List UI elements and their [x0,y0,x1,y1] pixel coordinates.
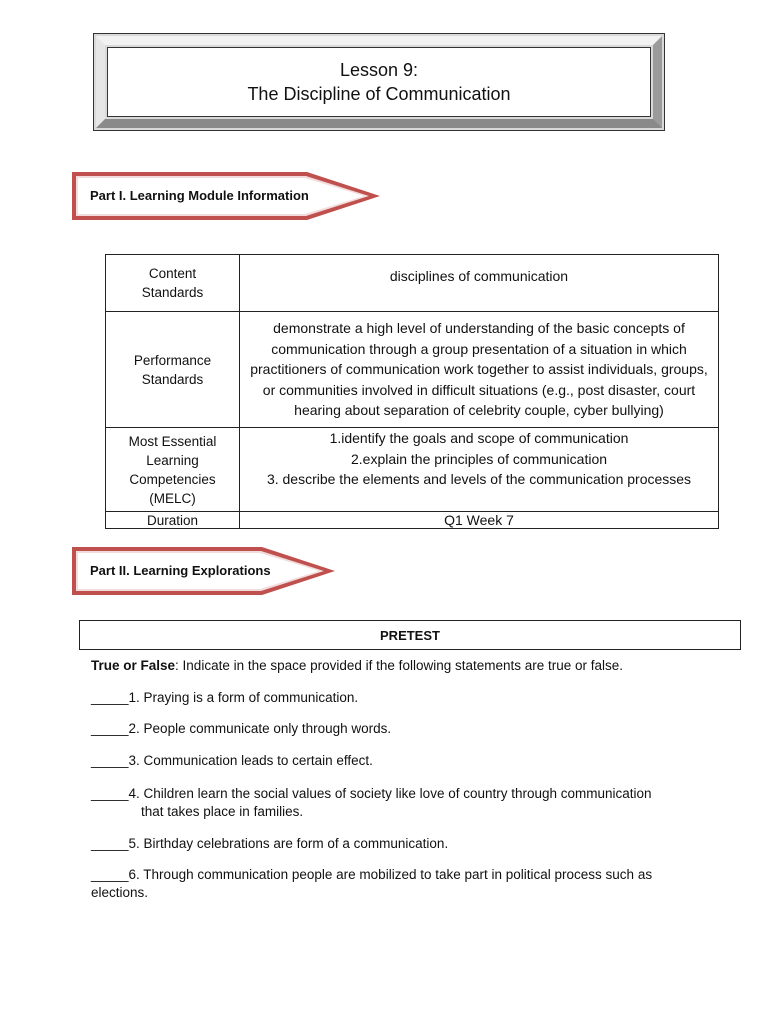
pretest-item [91,689,691,707]
pretest-item [91,720,691,738]
item-text: _____6. Through communication people are mobilized to take part in political process such as [91,867,653,882]
row-key: Performance Standards [106,312,240,428]
lesson-number: Lesson 9: [339,60,419,80]
pretest-item [91,866,711,902]
part2-banner [72,547,338,595]
part1-label: Part I. Learning Module Information [90,188,309,203]
part2-label: Part II. Learning Explorations [90,563,271,578]
row-value: Q1 Week 7 [240,512,719,529]
row-value-list [240,428,719,512]
item-text: _____2. People communicate only through words. [91,721,392,736]
pretest-item [91,835,691,853]
row-value: disciplines of communication [240,255,719,312]
item-text: _____5. Birthday celebrations are form of a communication. [91,836,449,851]
lesson-title: The Discipline of Communication [247,84,511,104]
competency-item: 3. describe the elements and levels of the communication processes [266,471,692,487]
row-key: Most Essential Learning Competencies (MELC) [106,428,240,512]
part1-banner [72,172,384,220]
lesson-title-box [107,47,651,117]
module-info-table [105,254,719,529]
row-key: Content Standards [106,255,240,312]
pretest-item [91,785,711,821]
instruction-label: True or False [91,658,176,673]
competency-item: 1.identify the goals and scope of communication [329,430,629,446]
item-text-continued: that takes place in families. [141,804,304,819]
table-row [106,255,719,312]
row-value: demonstrate a high level of understanding of the basic concepts of communication through a group presentation of a situation in which practitioners of communication work together to assist individuals, groups, or communities involved in difficult situations (e.g., post disaster, court hearing about separation of celebrity couple, cyber bullying) [240,312,719,428]
table-row [106,512,719,529]
pretest-heading: PRETEST [380,627,440,643]
pretest-heading-box [79,620,741,650]
row-key: Duration [106,512,240,529]
instruction-text: : Indicate in the space provided if the following statements are true or false. [175,658,624,673]
pretest-instruction [91,657,691,675]
item-text: _____4. Children learn the social values of society like love of country through communication [91,786,652,801]
item-text-continued: elections. [91,885,149,900]
competency-item: 2.explain the principles of communication [350,450,608,467]
item-text: _____1. Praying is a form of communication. [91,690,359,705]
table-row [106,312,719,428]
item-text: _____3. Communication leads to certain effect. [91,753,373,768]
table-row [106,428,719,512]
lesson-title-frame [93,33,665,131]
pretest-item [91,752,691,770]
